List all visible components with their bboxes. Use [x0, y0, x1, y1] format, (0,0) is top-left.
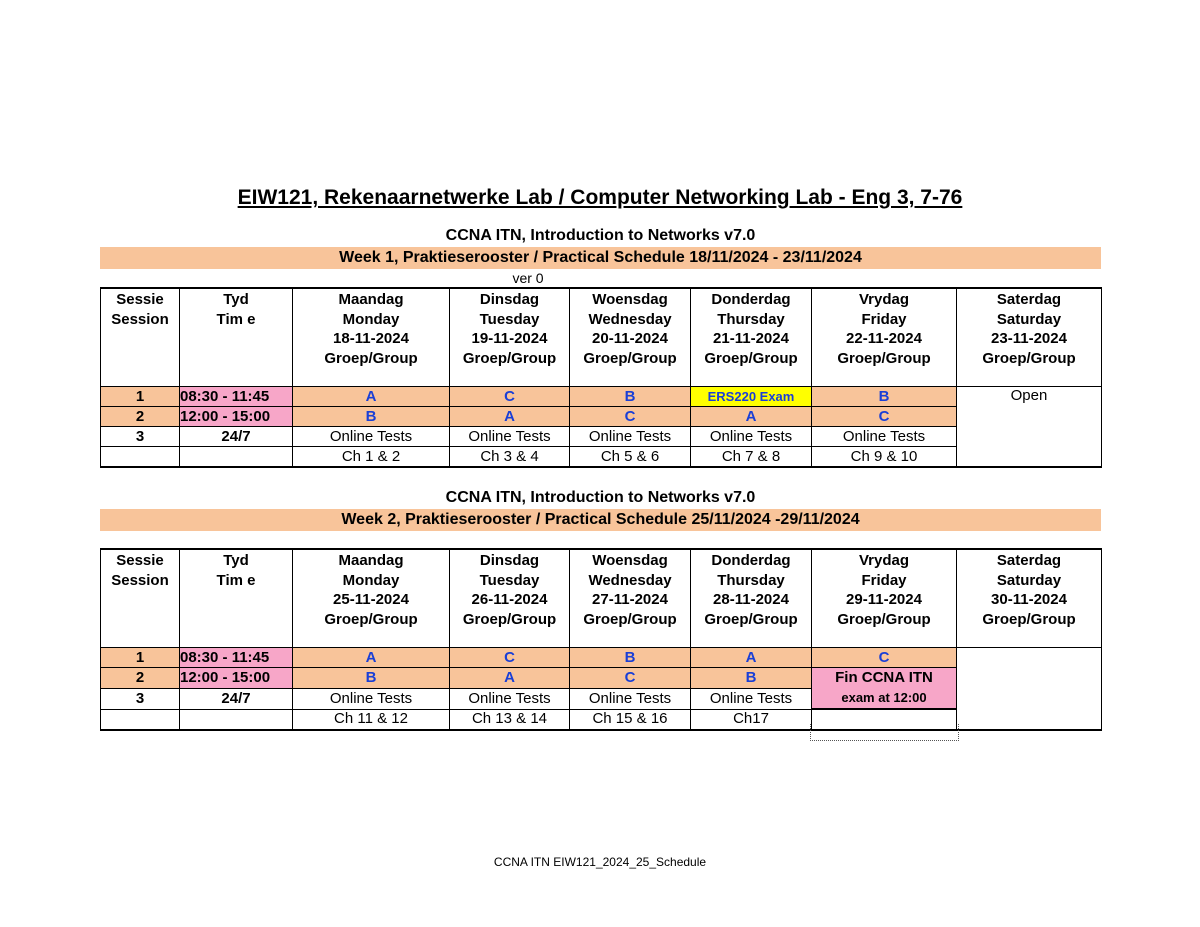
header-wednesday: Woensdag Wednesday 27-11-2024 Groep/Group — [570, 549, 691, 648]
group-cell: B — [570, 648, 691, 668]
header-monday: Maandag Monday 25-11-2024 Groep/Group — [293, 549, 450, 648]
chapter-cell: Ch 13 & 14 — [450, 709, 570, 730]
session-time: 24/7 — [180, 427, 293, 447]
session-number: 2 — [101, 407, 180, 427]
group-cell: B — [293, 407, 450, 427]
group-cell: B — [293, 668, 450, 689]
online-tests-cell: Online Tests — [570, 427, 691, 447]
dotted-box — [810, 724, 959, 741]
header-session: Sessie Session — [101, 288, 180, 387]
week2-course-title: CCNA ITN, Introduction to Networks v7.0 — [445, 489, 756, 506]
exam-cell: ERS220 Exam — [691, 387, 812, 407]
session-time: 08:30 - 11:45 — [180, 648, 293, 668]
group-cell: A — [293, 387, 450, 407]
session-number: 2 — [101, 668, 180, 689]
chapter-cell: Ch 15 & 16 — [570, 709, 691, 730]
table-header-row — [101, 288, 1102, 387]
online-tests-cell: Online Tests — [450, 688, 570, 709]
header-monday: Maandag Monday 18-11-2024 Groep/Group — [293, 288, 450, 387]
chapter-cell: Ch 3 & 4 — [450, 447, 570, 468]
saturday-empty-cell — [957, 648, 1102, 731]
document-title: EIW121, Rekenaarnetwerke Lab / Computer Networking Lab - Eng 3, 7-76 — [237, 186, 963, 209]
online-tests-cell: Online Tests — [293, 427, 450, 447]
session-time: 12:00 - 15:00 — [180, 668, 293, 689]
group-cell: C — [450, 387, 570, 407]
header-saturday: Saterdag Saturday 23-11-2024 Groep/Group — [957, 288, 1102, 387]
session-number: 3 — [101, 427, 180, 447]
group-cell: A — [691, 407, 812, 427]
group-cell: A — [293, 648, 450, 668]
header-session: Sessie Session — [101, 549, 180, 648]
session-number — [101, 709, 180, 730]
header-tuesday: Dinsdag Tuesday 26-11-2024 Groep/Group — [450, 549, 570, 648]
online-tests-cell: Online Tests — [293, 688, 450, 709]
saturday-open-cell: Open — [957, 387, 1102, 468]
online-tests-cell: Online Tests — [570, 688, 691, 709]
online-tests-cell: Online Tests — [691, 688, 812, 709]
header-tuesday: Dinsdag Tuesday 19-11-2024 Groep/Group — [450, 288, 570, 387]
final-exam-cell: Fin CCNA ITN exam at 12:00 — [812, 668, 957, 710]
header-time: Tyd Tim e — [180, 288, 293, 387]
header-friday: Vrydag Friday 22-11-2024 Groep/Group — [812, 288, 957, 387]
header-thursday: Donderdag Thursday 21-11-2024 Groep/Group — [691, 288, 812, 387]
session-time: 08:30 - 11:45 — [180, 387, 293, 407]
session-number: 3 — [101, 688, 180, 709]
session-time — [180, 447, 293, 468]
chapter-cell: Ch 5 & 6 — [570, 447, 691, 468]
week1-schedule-table — [100, 287, 1102, 468]
table-row — [101, 407, 1102, 427]
group-cell: B — [570, 387, 691, 407]
chapter-cell: Ch17 — [691, 709, 812, 730]
group-cell: A — [450, 407, 570, 427]
online-tests-cell: Online Tests — [450, 427, 570, 447]
table-row — [101, 648, 1102, 668]
table-row — [101, 387, 1102, 407]
session-time: 24/7 — [180, 688, 293, 709]
table-header-row — [101, 549, 1102, 648]
week2-schedule-table — [100, 548, 1102, 731]
session-time — [180, 709, 293, 730]
chapter-cell: Ch 7 & 8 — [691, 447, 812, 468]
header-thursday: Donderdag Thursday 28-11-2024 Groep/Group — [691, 549, 812, 648]
page-footer: CCNA ITN EIW121_2024_25_Schedule — [493, 855, 707, 869]
table-row — [101, 447, 1102, 468]
header-time: Tyd Tim e — [180, 549, 293, 648]
group-cell: C — [812, 648, 957, 668]
week1-course-title: CCNA ITN, Introduction to Networks v7.0 — [445, 227, 756, 244]
group-cell: A — [691, 648, 812, 668]
week1-heading-bar: Week 1, Praktieserooster / Practical Schedule 18/11/2024 - 23/11/2024 — [100, 247, 1101, 269]
group-cell: B — [691, 668, 812, 689]
header-wednesday: Woensdag Wednesday 20-11-2024 Groep/Group — [570, 288, 691, 387]
header-saturday: Saterdag Saturday 30-11-2024 Groep/Group — [957, 549, 1102, 648]
online-tests-cell: Online Tests — [691, 427, 812, 447]
chapter-cell: Ch 9 & 10 — [812, 447, 957, 468]
session-time: 12:00 - 15:00 — [180, 407, 293, 427]
chapter-cell: Ch 1 & 2 — [293, 447, 450, 468]
session-number: 1 — [101, 648, 180, 668]
week2-heading-bar: Week 2, Praktieserooster / Practical Schedule 25/11/2024 -29/11/2024 — [100, 509, 1101, 531]
group-cell: C — [450, 648, 570, 668]
online-tests-cell: Online Tests — [812, 427, 957, 447]
group-cell: C — [570, 407, 691, 427]
group-cell: A — [450, 668, 570, 689]
session-number: 1 — [101, 387, 180, 407]
group-cell: C — [812, 407, 957, 427]
table-row — [101, 668, 1102, 689]
chapter-cell: Ch 11 & 12 — [293, 709, 450, 730]
header-friday: Vrydag Friday 29-11-2024 Groep/Group — [812, 549, 957, 648]
version-label: ver 0 — [512, 270, 544, 286]
group-cell: C — [570, 668, 691, 689]
table-row — [101, 427, 1102, 447]
session-number — [101, 447, 180, 468]
group-cell: B — [812, 387, 957, 407]
